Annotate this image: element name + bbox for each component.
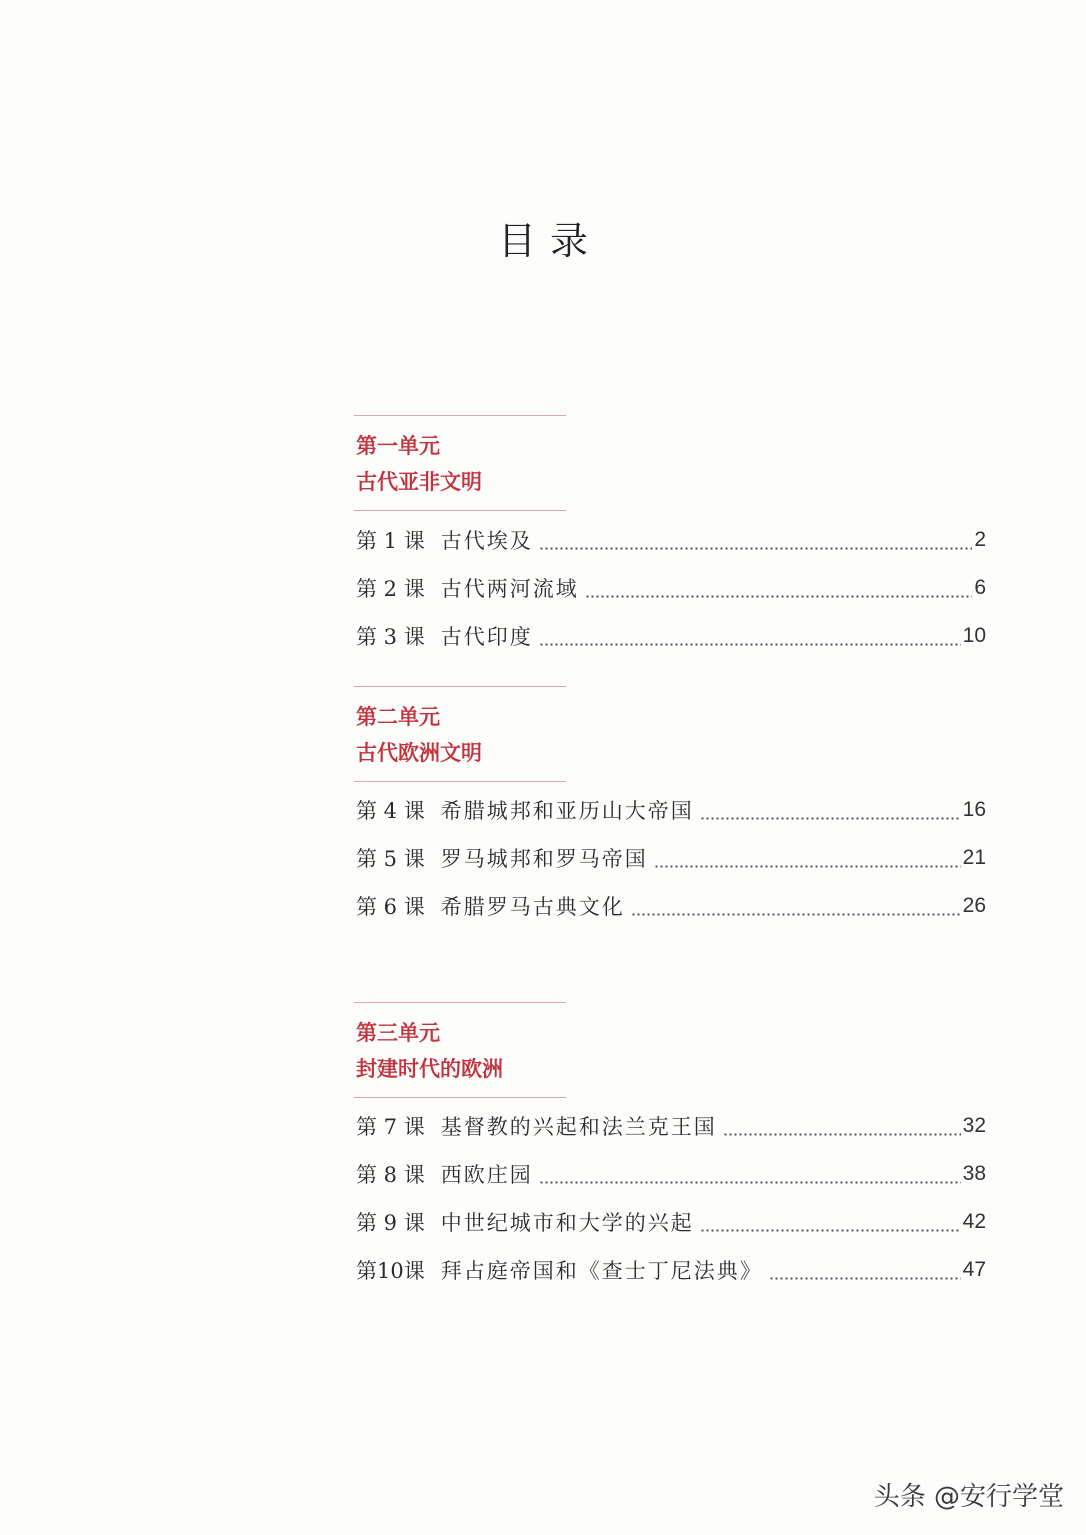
toc-entry[interactable]	[356, 1252, 986, 1288]
toc-entry[interactable]	[356, 1156, 986, 1192]
lesson-title: 西欧庄园	[440, 1163, 533, 1187]
lesson-title: 拜占庭帝国和《查士丁尼法典》	[440, 1259, 763, 1283]
unit-name: 古代欧洲文明	[356, 740, 482, 765]
dot-leader	[700, 1204, 961, 1240]
unit-number: 第一单元	[356, 433, 440, 458]
lesson-number: 第 7 课	[356, 1115, 425, 1139]
dot-leader	[723, 1108, 961, 1144]
dot-leader	[654, 840, 961, 876]
unit-rule-bottom	[354, 781, 566, 782]
page-number: 2	[974, 528, 986, 551]
lesson-number: 第 5 课	[356, 847, 425, 871]
lesson-number: 第 1 课	[356, 529, 425, 553]
dot-leader	[631, 888, 961, 924]
dot-leader	[585, 570, 973, 606]
toc-entry[interactable]	[356, 618, 986, 654]
page-number: 47	[962, 1258, 986, 1281]
page-number: 10	[962, 624, 986, 647]
toc-entry[interactable]	[356, 840, 986, 876]
lesson-number: 第10课	[356, 1259, 425, 1283]
page-number: 42	[962, 1210, 986, 1233]
unit-header-1	[354, 415, 566, 511]
page-number: 16	[962, 798, 986, 821]
page-number: 26	[962, 894, 986, 917]
dot-leader	[539, 618, 961, 654]
watermark: 头条 @安行学堂	[873, 1482, 1064, 1512]
toc-entry[interactable]	[356, 570, 986, 606]
unit-number: 第三单元	[356, 1020, 440, 1045]
unit-number: 第二单元	[356, 704, 440, 729]
lesson-number: 第 3 课	[356, 625, 425, 649]
page-number: 38	[962, 1162, 986, 1185]
page-number: 32	[962, 1114, 986, 1137]
unit-name: 封建时代的欧洲	[356, 1056, 503, 1081]
unit-rule-bottom	[354, 1097, 566, 1098]
dot-leader	[539, 1156, 961, 1192]
toc-entry[interactable]	[356, 792, 986, 828]
dot-leader	[539, 522, 973, 558]
unit-rule-top	[354, 686, 566, 687]
unit-rule-top	[354, 415, 566, 416]
dot-leader	[700, 792, 961, 828]
unit-header-2	[354, 686, 566, 782]
lesson-number: 第 4 课	[356, 799, 425, 823]
lesson-title: 古代两河流域	[440, 577, 579, 601]
lesson-title: 中世纪城市和大学的兴起	[440, 1211, 694, 1235]
unit-rule-top	[354, 1002, 566, 1003]
lesson-number: 第 6 课	[356, 895, 425, 919]
toc-entry[interactable]	[356, 1108, 986, 1144]
unit-header-3	[354, 1002, 566, 1098]
toc-entry[interactable]	[356, 522, 986, 558]
lesson-title: 古代印度	[440, 625, 533, 649]
toc-entry[interactable]	[356, 888, 986, 924]
page-title: 目录	[497, 219, 602, 263]
unit-rule-bottom	[354, 510, 566, 511]
dot-leader	[769, 1252, 961, 1288]
lesson-title: 基督教的兴起和法兰克王国	[440, 1115, 717, 1139]
lesson-title: 罗马城邦和罗马帝国	[440, 847, 648, 871]
lesson-title: 希腊城邦和亚历山大帝国	[440, 799, 694, 823]
lesson-title: 希腊罗马古典文化	[440, 895, 625, 919]
page-number: 6	[974, 576, 986, 599]
lesson-title: 古代埃及	[440, 529, 533, 553]
lesson-number: 第 2 课	[356, 577, 425, 601]
page-number: 21	[962, 846, 986, 869]
toc-entry[interactable]	[356, 1204, 986, 1240]
lesson-number: 第 9 课	[356, 1211, 425, 1235]
lesson-number: 第 8 课	[356, 1163, 425, 1187]
unit-name: 古代亚非文明	[356, 469, 482, 494]
